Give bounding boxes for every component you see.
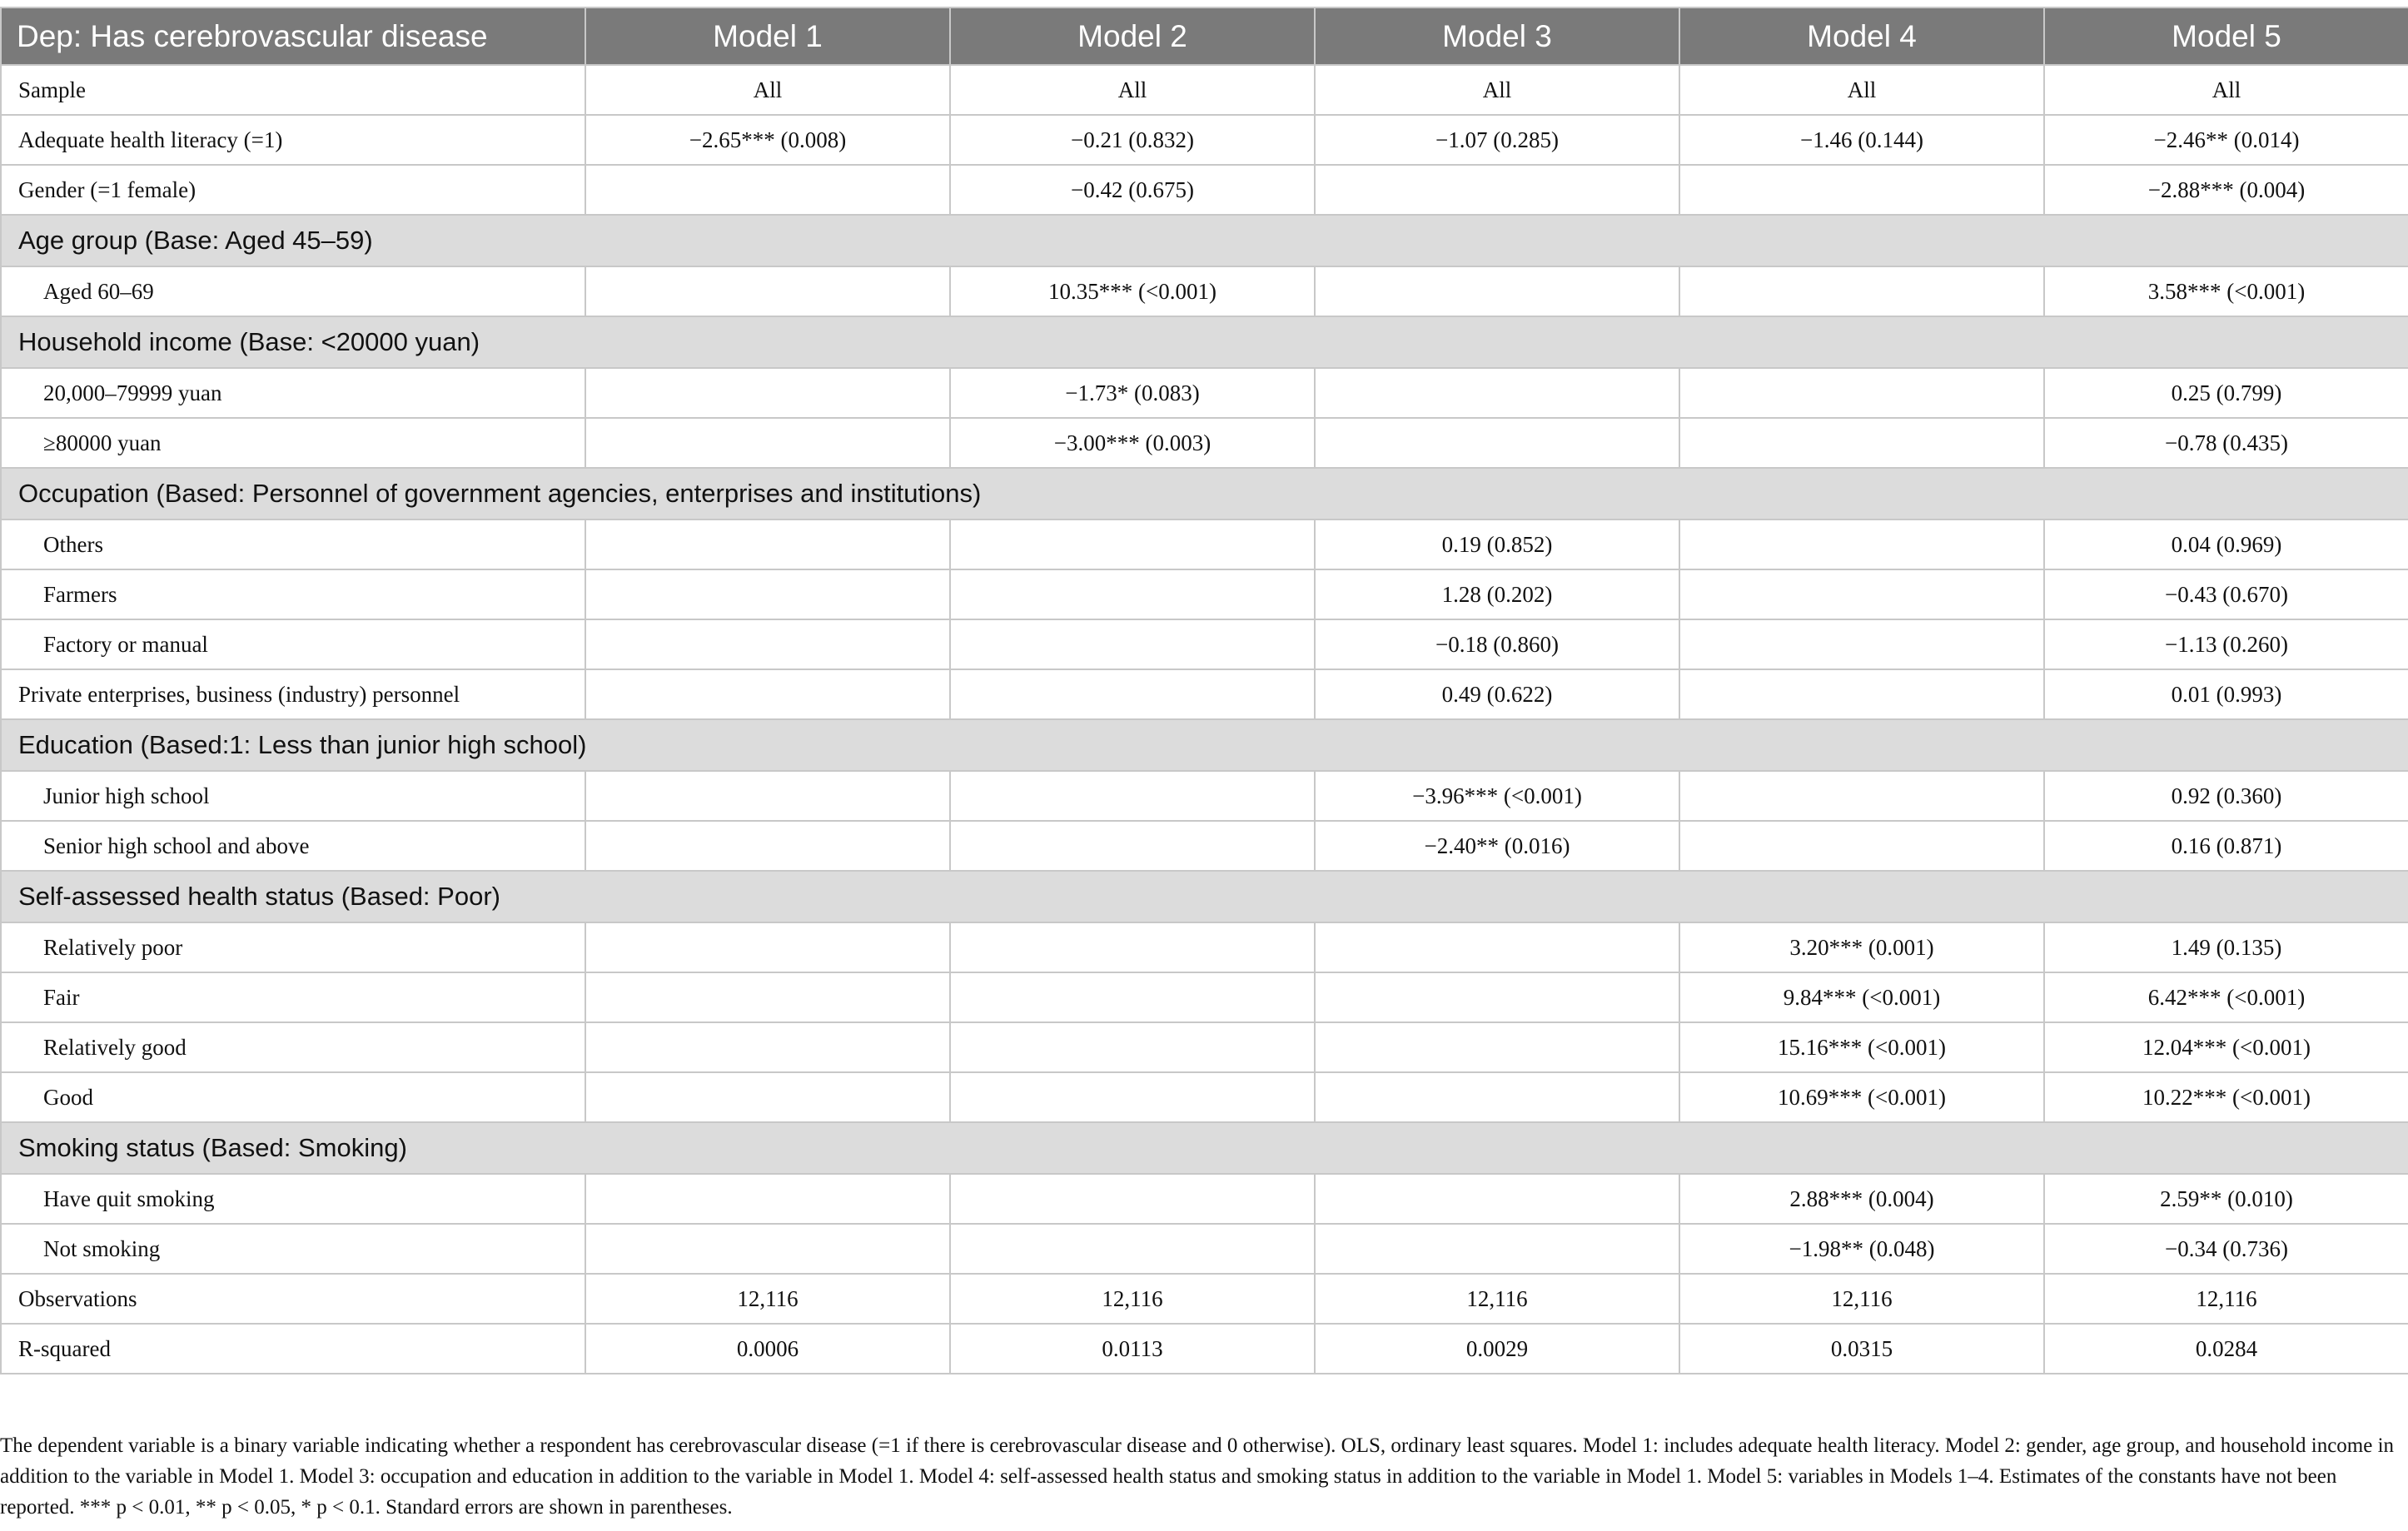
model-3-cell bbox=[1315, 418, 1679, 468]
group-header-row bbox=[1, 1122, 2408, 1174]
model-1-cell bbox=[585, 418, 950, 468]
model-1-cell bbox=[585, 1022, 950, 1072]
model-2-cell bbox=[950, 922, 1315, 972]
model-2-cell bbox=[950, 821, 1315, 871]
row-label: Aged 60–69 bbox=[1, 266, 585, 316]
model-3-cell bbox=[1315, 922, 1679, 972]
model-5-cell: 12,116 bbox=[2044, 1274, 2408, 1324]
model-4-cell bbox=[1679, 771, 2044, 821]
model-5-cell: −0.34 (0.736) bbox=[2044, 1224, 2408, 1274]
group-header-row bbox=[1, 719, 2408, 771]
regression-table bbox=[0, 7, 2408, 1374]
row-label: Adequate health literacy (=1) bbox=[1, 115, 585, 165]
row-label: Senior high school and above bbox=[1, 821, 585, 871]
model-2-cell bbox=[950, 1072, 1315, 1122]
model-4-cell: 12,116 bbox=[1679, 1274, 2044, 1324]
model-4-cell: All bbox=[1679, 65, 2044, 115]
table-row bbox=[1, 771, 2408, 821]
model-2-cell bbox=[950, 519, 1315, 569]
model-2-cell: −1.73* (0.083) bbox=[950, 368, 1315, 418]
model-1-cell bbox=[585, 368, 950, 418]
row-label: Not smoking bbox=[1, 1224, 585, 1274]
model-2-cell: All bbox=[950, 65, 1315, 115]
model-4-cell bbox=[1679, 165, 2044, 215]
model-5-cell: 0.25 (0.799) bbox=[2044, 368, 2408, 418]
table-row bbox=[1, 368, 2408, 418]
model-3-cell bbox=[1315, 1072, 1679, 1122]
model-5-cell: −2.46** (0.014) bbox=[2044, 115, 2408, 165]
model-3-cell: 0.49 (0.622) bbox=[1315, 669, 1679, 719]
model-3-cell: −1.07 (0.285) bbox=[1315, 115, 1679, 165]
regression-table-container bbox=[0, 7, 2408, 1374]
table-row bbox=[1, 266, 2408, 316]
table-row bbox=[1, 669, 2408, 719]
table-row bbox=[1, 1224, 2408, 1274]
model-5-cell: 3.58*** (<0.001) bbox=[2044, 266, 2408, 316]
table-row bbox=[1, 519, 2408, 569]
model-1-cell bbox=[585, 519, 950, 569]
model-2-cell bbox=[950, 1224, 1315, 1274]
model-4-cell bbox=[1679, 669, 2044, 719]
row-label: R-squared bbox=[1, 1324, 585, 1374]
model-5-header: Model 5 bbox=[2044, 7, 2408, 65]
group-label: Education (Based:1: Less than junior high school) bbox=[1, 719, 2408, 771]
table-row bbox=[1, 115, 2408, 165]
table-row bbox=[1, 972, 2408, 1022]
table-row bbox=[1, 922, 2408, 972]
group-label: Household income (Base: <20000 yuan) bbox=[1, 316, 2408, 368]
model-5-cell: 0.04 (0.969) bbox=[2044, 519, 2408, 569]
model-1-cell bbox=[585, 972, 950, 1022]
model-3-cell: 0.0029 bbox=[1315, 1324, 1679, 1374]
model-4-cell: 10.69*** (<0.001) bbox=[1679, 1072, 2044, 1122]
model-5-cell: 0.0284 bbox=[2044, 1324, 2408, 1374]
model-2-cell: −0.21 (0.832) bbox=[950, 115, 1315, 165]
model-4-cell bbox=[1679, 569, 2044, 619]
model-1-cell bbox=[585, 771, 950, 821]
row-label: 20,000–79999 yuan bbox=[1, 368, 585, 418]
model-5-cell: −0.78 (0.435) bbox=[2044, 418, 2408, 468]
table-row bbox=[1, 1022, 2408, 1072]
model-1-cell bbox=[585, 619, 950, 669]
group-header-row bbox=[1, 215, 2408, 266]
model-5-cell: 12.04*** (<0.001) bbox=[2044, 1022, 2408, 1072]
table-row bbox=[1, 165, 2408, 215]
model-3-cell bbox=[1315, 972, 1679, 1022]
model-3-cell bbox=[1315, 368, 1679, 418]
table-body bbox=[1, 65, 2408, 1374]
model-5-cell: −1.13 (0.260) bbox=[2044, 619, 2408, 669]
model-4-cell: −1.98** (0.048) bbox=[1679, 1224, 2044, 1274]
table-row bbox=[1, 1174, 2408, 1224]
table-row bbox=[1, 821, 2408, 871]
row-label: Farmers bbox=[1, 569, 585, 619]
row-label: Observations bbox=[1, 1274, 585, 1324]
model-5-cell: 2.59** (0.010) bbox=[2044, 1174, 2408, 1224]
model-3-cell: −2.40** (0.016) bbox=[1315, 821, 1679, 871]
model-3-cell: 0.19 (0.852) bbox=[1315, 519, 1679, 569]
row-label: Gender (=1 female) bbox=[1, 165, 585, 215]
row-label: Sample bbox=[1, 65, 585, 115]
model-4-cell bbox=[1679, 266, 2044, 316]
model-5-cell: 1.49 (0.135) bbox=[2044, 922, 2408, 972]
model-2-cell bbox=[950, 972, 1315, 1022]
model-4-cell bbox=[1679, 821, 2044, 871]
model-5-cell: 6.42*** (<0.001) bbox=[2044, 972, 2408, 1022]
model-1-cell bbox=[585, 1072, 950, 1122]
row-label: Relatively good bbox=[1, 1022, 585, 1072]
model-1-cell bbox=[585, 569, 950, 619]
group-label: Age group (Base: Aged 45–59) bbox=[1, 215, 2408, 266]
model-3-cell: All bbox=[1315, 65, 1679, 115]
table-row bbox=[1, 418, 2408, 468]
model-4-cell bbox=[1679, 619, 2044, 669]
model-3-cell bbox=[1315, 266, 1679, 316]
model-3-cell: 12,116 bbox=[1315, 1274, 1679, 1324]
model-5-cell: 0.01 (0.993) bbox=[2044, 669, 2408, 719]
row-label: ≥80000 yuan bbox=[1, 418, 585, 468]
model-4-cell bbox=[1679, 368, 2044, 418]
model-5-cell: All bbox=[2044, 65, 2408, 115]
model-1-cell bbox=[585, 266, 950, 316]
model-1-cell: 12,116 bbox=[585, 1274, 950, 1324]
model-4-cell: 2.88*** (0.004) bbox=[1679, 1174, 2044, 1224]
model-2-cell: 10.35*** (<0.001) bbox=[950, 266, 1315, 316]
table-footnote: The dependent variable is a binary variable indicating whether a respondent has cerebrovascular disease (=1 if there is cerebrovascular disease and 0 otherwise). OLS, ordinary least squares. Model 1: includes adequate health literacy. Model 2: gender, age group, and household income in addition to the variable in Model 1. Model 3: occupation and education in addition to the variable in Model 1. Model 4: self-assessed health status and smoking status in addition to the variable in Model 1. Model 5: variables in Models 1–4. Estimates of the constants have not been reported. *** p < 0.01, ** p < 0.05, * p < 0.1. Standard errors are shown in parentheses. bbox=[0, 1434, 2395, 1519]
model-1-cell bbox=[585, 165, 950, 215]
model-4-cell: 0.0315 bbox=[1679, 1324, 2044, 1374]
model-3-cell bbox=[1315, 1224, 1679, 1274]
model-1-cell bbox=[585, 821, 950, 871]
model-1-header: Model 1 bbox=[585, 7, 950, 65]
model-3-cell bbox=[1315, 1174, 1679, 1224]
model-1-cell bbox=[585, 1174, 950, 1224]
row-label: Junior high school bbox=[1, 771, 585, 821]
model-5-cell: −2.88*** (0.004) bbox=[2044, 165, 2408, 215]
group-label: Smoking status (Based: Smoking) bbox=[1, 1122, 2408, 1174]
model-4-header: Model 4 bbox=[1679, 7, 2044, 65]
model-2-cell bbox=[950, 771, 1315, 821]
model-1-cell bbox=[585, 669, 950, 719]
model-2-cell bbox=[950, 669, 1315, 719]
model-3-cell: 1.28 (0.202) bbox=[1315, 569, 1679, 619]
table-row bbox=[1, 65, 2408, 115]
row-label: Private enterprises, business (industry) personnel bbox=[1, 669, 585, 719]
model-4-cell: 15.16*** (<0.001) bbox=[1679, 1022, 2044, 1072]
model-5-cell: −0.43 (0.670) bbox=[2044, 569, 2408, 619]
group-label: Occupation (Based: Personnel of government agencies, enterprises and institutions) bbox=[1, 468, 2408, 519]
table-row bbox=[1, 1274, 2408, 1324]
dependent-variable-header: Dep: Has cerebrovascular disease bbox=[1, 7, 585, 65]
row-label: Relatively poor bbox=[1, 922, 585, 972]
header-row bbox=[1, 7, 2408, 65]
row-label: Good bbox=[1, 1072, 585, 1122]
model-2-header: Model 2 bbox=[950, 7, 1315, 65]
model-2-cell bbox=[950, 569, 1315, 619]
model-2-cell: 0.0113 bbox=[950, 1324, 1315, 1374]
model-2-cell bbox=[950, 1022, 1315, 1072]
row-label: Have quit smoking bbox=[1, 1174, 585, 1224]
model-1-cell: All bbox=[585, 65, 950, 115]
model-1-cell bbox=[585, 922, 950, 972]
model-5-cell: 0.92 (0.360) bbox=[2044, 771, 2408, 821]
model-4-cell: −1.46 (0.144) bbox=[1679, 115, 2044, 165]
model-3-header: Model 3 bbox=[1315, 7, 1679, 65]
model-1-cell: −2.65*** (0.008) bbox=[585, 115, 950, 165]
group-label: Self-assessed health status (Based: Poor) bbox=[1, 871, 2408, 922]
model-4-cell: 9.84*** (<0.001) bbox=[1679, 972, 2044, 1022]
model-1-cell: 0.0006 bbox=[585, 1324, 950, 1374]
row-label: Others bbox=[1, 519, 585, 569]
model-2-cell: −3.00*** (0.003) bbox=[950, 418, 1315, 468]
model-3-cell: −0.18 (0.860) bbox=[1315, 619, 1679, 669]
table-row bbox=[1, 1072, 2408, 1122]
model-4-cell bbox=[1679, 519, 2044, 569]
model-2-cell: −0.42 (0.675) bbox=[950, 165, 1315, 215]
group-header-row bbox=[1, 468, 2408, 519]
table-row bbox=[1, 619, 2408, 669]
table-row bbox=[1, 569, 2408, 619]
model-5-cell: 0.16 (0.871) bbox=[2044, 821, 2408, 871]
group-header-row bbox=[1, 316, 2408, 368]
model-1-cell bbox=[585, 1224, 950, 1274]
row-label: Fair bbox=[1, 972, 585, 1022]
row-label: Factory or manual bbox=[1, 619, 585, 669]
model-3-cell bbox=[1315, 1022, 1679, 1072]
model-3-cell bbox=[1315, 165, 1679, 215]
model-4-cell: 3.20*** (0.001) bbox=[1679, 922, 2044, 972]
group-header-row bbox=[1, 871, 2408, 922]
model-3-cell: −3.96*** (<0.001) bbox=[1315, 771, 1679, 821]
model-2-cell bbox=[950, 1174, 1315, 1224]
model-4-cell bbox=[1679, 418, 2044, 468]
model-2-cell bbox=[950, 619, 1315, 669]
table-row bbox=[1, 1324, 2408, 1374]
model-2-cell: 12,116 bbox=[950, 1274, 1315, 1324]
model-5-cell: 10.22*** (<0.001) bbox=[2044, 1072, 2408, 1122]
